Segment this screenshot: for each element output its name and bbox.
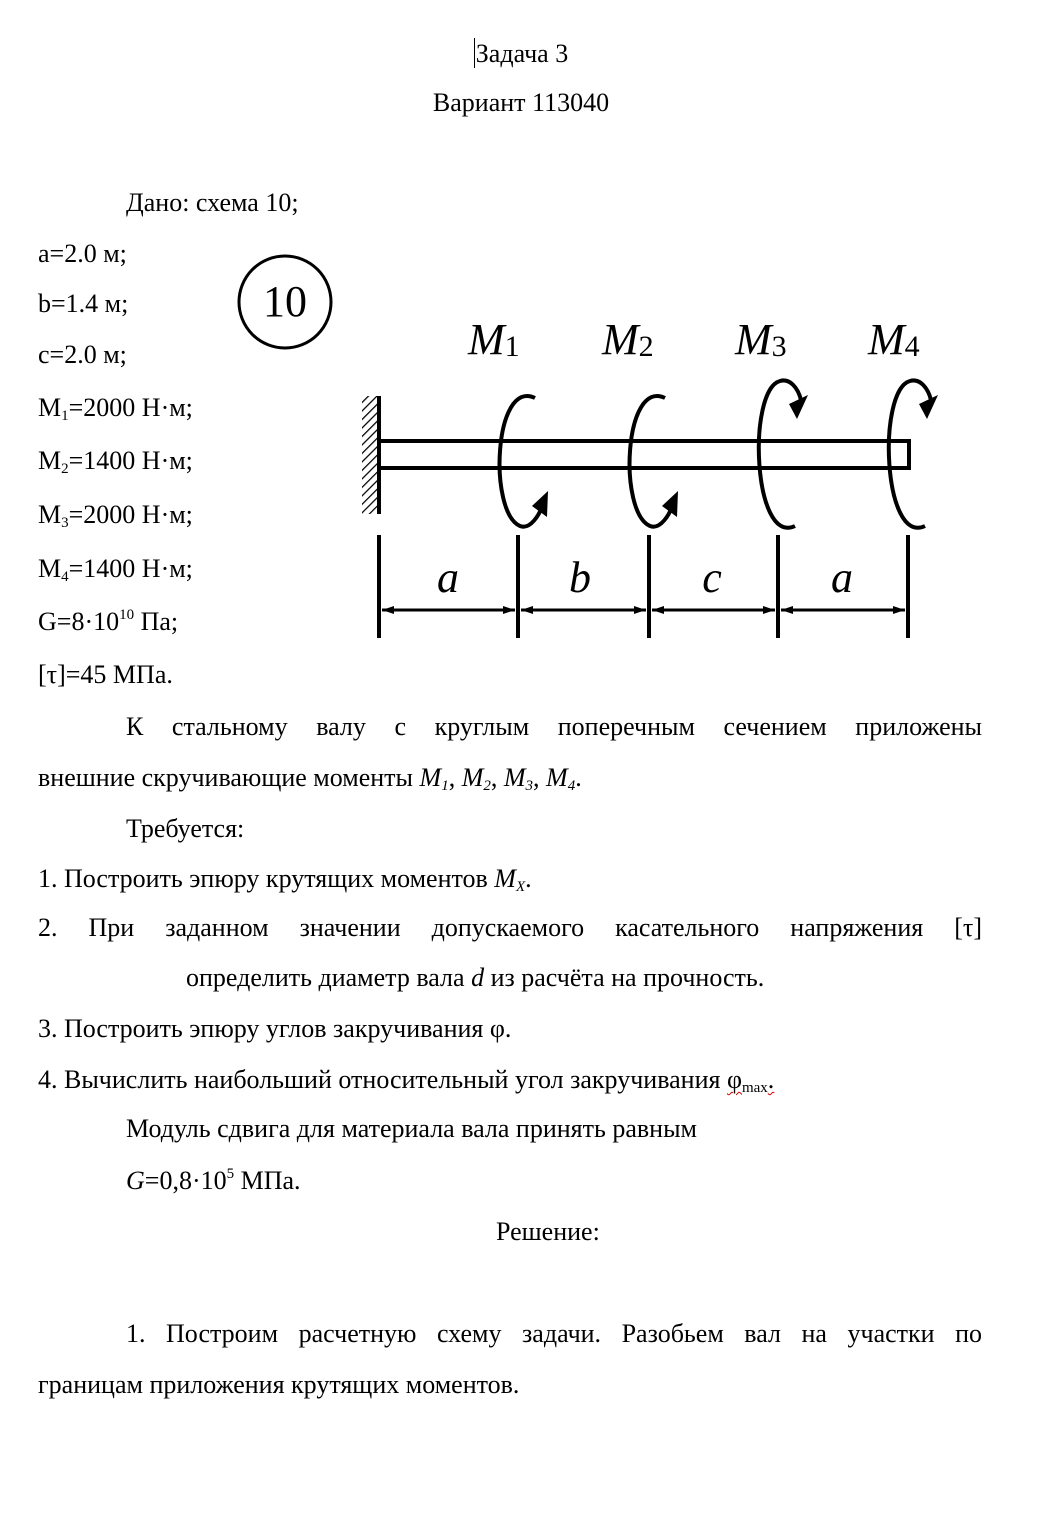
torque-m2-symbol [630,396,678,527]
given-m4: $M_4=1400$ Н·м; [38,554,193,585]
task-item-2-line1: 2. При заданном значении допускаемого касательного напряжения [τ] [38,913,982,942]
step1-line1: 1. Построим расчетную схему задачи. Разобьем вал на участки по [126,1319,982,1348]
segment-label-b: b [569,553,591,602]
segment-label-a2: a [831,553,853,602]
task-item-4: 4. Вычислить наибольший относительный угол закручивания $\varphi_{max}$. [38,1065,775,1096]
segment-label-c: c [702,553,722,602]
given-tau: [τ]=45 МПа. [38,660,173,689]
solution-heading: Решение: [496,1217,600,1246]
torque-m3-symbol [759,380,808,527]
problem-paragraph-line2: внешние скручивающие моменты $M_1$, $M_2$, $M_3$, $M_4$. [38,763,582,794]
torque-m4-symbol [889,380,938,527]
given-b: b=1.4 м; [38,289,129,318]
text-cursor [474,38,475,68]
given-c: c=2.0 м; [38,340,127,369]
given-g: $G=8\cdot 10^{10}$ Па; [38,607,179,636]
given-intro: Дано: схема 10; [126,188,299,217]
given-a: a=2.0 м; [38,239,127,268]
task-item-1: 1. Построить эпюру крутящих моментов $M_X$. [38,864,532,895]
modulus-line1: Модуль сдвига для материала вала принять равным [126,1114,697,1143]
required-heading: Требуется: [126,814,245,843]
shaft [379,441,909,468]
spellcheck-underline: $\varphi_{max}$. [726,1065,775,1096]
given-m2: $M_2=1400$ Н·м; [38,446,193,477]
label-m4: M4 [868,315,920,364]
label-m1: M1 [468,315,520,364]
wall-hatching [362,396,378,514]
task-item-2-line2: определить диаметр вала d из расчёта на прочность. [186,963,765,992]
label-m3: M3 [735,315,787,364]
variant-title: Вариант 113040 [432,88,610,117]
torque-m1-symbol [500,396,548,527]
scheme-number: 10 [263,277,307,326]
task-item-3: 3. Построить эпюру углов закручивания φ. [38,1014,512,1043]
problem-paragraph-line1: К стальному валу с круглым поперечным сечением приложены [126,712,982,741]
given-m1: $M_1=2000$ Н·м; [38,393,193,424]
given-m3: $M_3=2000$ Н·м; [38,500,193,531]
shaft-diagram [230,250,950,650]
step1-line2: границам приложения крутящих моментов. [38,1370,520,1399]
modulus-line2: $G=0,8\cdot 10^5$ МПа. [126,1166,301,1195]
segment-label-a1: a [437,553,459,602]
label-m2: M2 [602,315,654,364]
task-title: Задача 3 [475,39,569,68]
